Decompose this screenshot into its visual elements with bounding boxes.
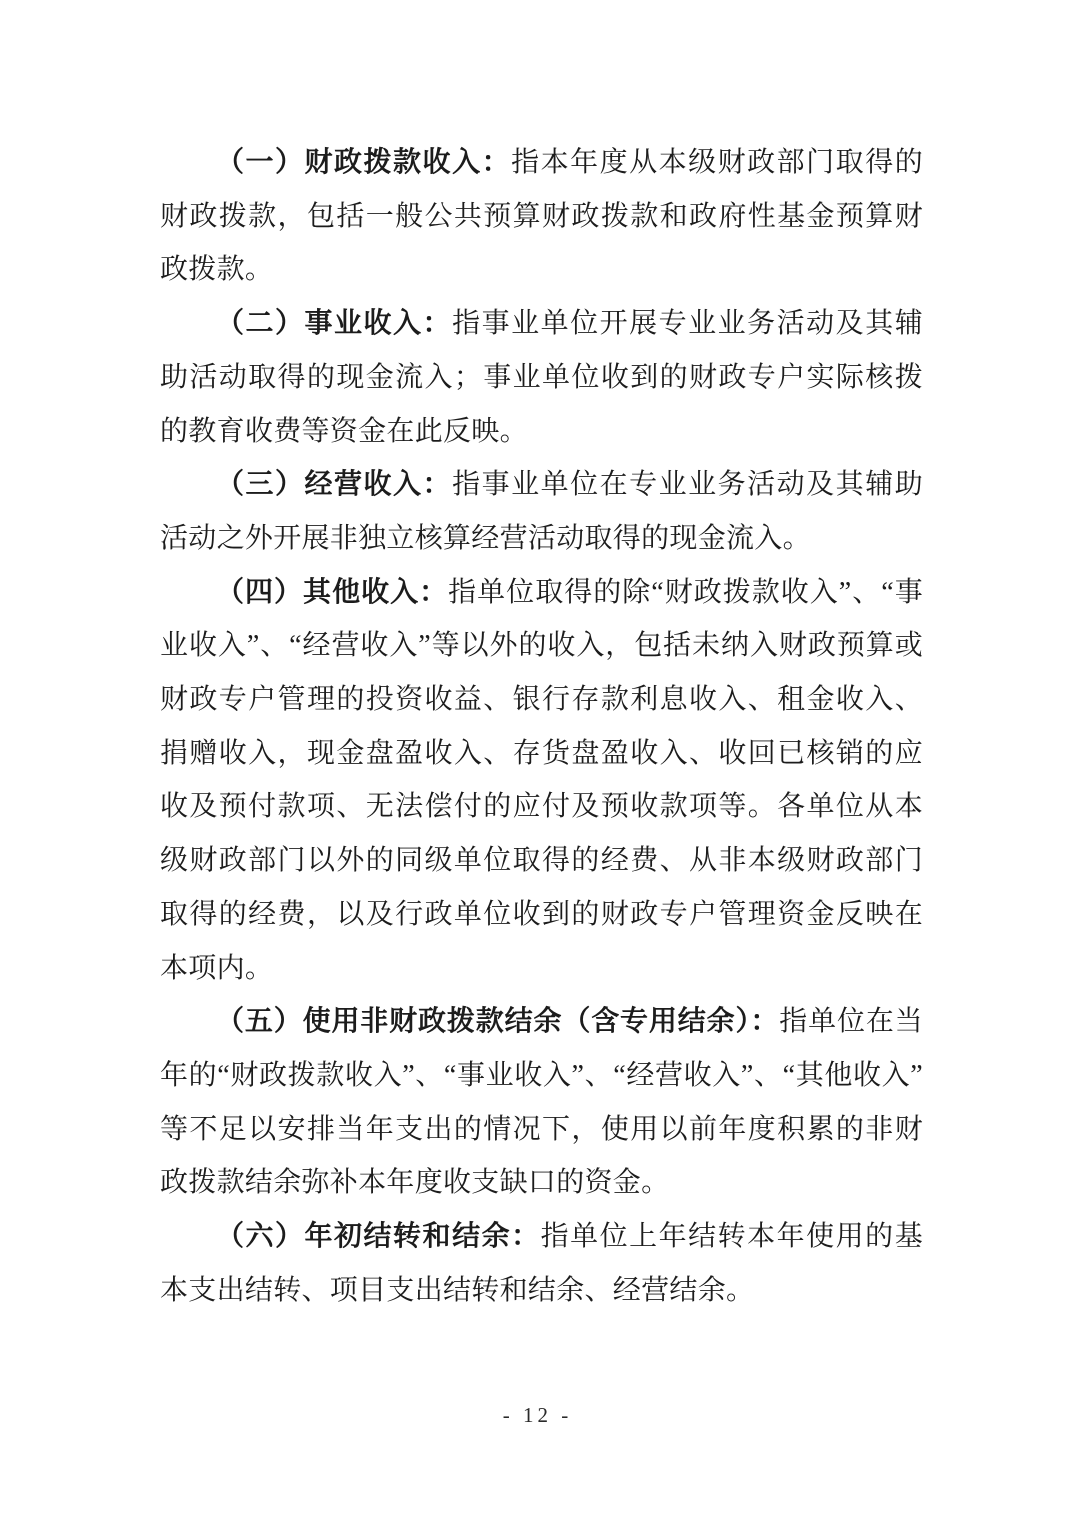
definition-text-1: 指本年度从本级财政部门取得的财政拨款，包括一般公共预算财政拨款和政府性基金预算财政拨款。 — [160, 147, 923, 286]
definition-term-2: （二）事业收入： — [216, 308, 453, 340]
definition-paragraph-4 — [160, 566, 923, 996]
definition-term-1: （一）财政拨款收入： — [216, 147, 512, 178]
definition-paragraph-2 — [160, 297, 923, 458]
definition-text-4: 指单位取得的除“财政拨款收入”、“事业收入”、“经营收入”等以外的收入，包括未纳入财政预算或财政专户管理的投资收益、银行存款利息收入、租金收入、捐赠收入，现金盘盈收入、存货盘盈收入、收回已核销的应收及预付款项、无法偿付的应付及预收款项等。各单位从本级财政部门以外的同级单位取得的经费、从非本级财政部门取得的经费，以及行政单位收到的财政专户管理资金反映在本项内。 — [160, 576, 924, 984]
definition-paragraph-6 — [160, 1210, 923, 1317]
definition-paragraph-1 — [160, 136, 923, 297]
definition-text-6: 指单位上年结转本年使用的基本支出结转、项目支出结转和结余、经营结余。 — [160, 1221, 923, 1306]
definition-text-2: 指事业单位开展专业业务活动及其辅助活动取得的现金流入；事业单位收到的财政专户实际核拨的教育收费等资金在此反映。 — [160, 308, 923, 447]
page-number: - 12 - — [502, 1403, 573, 1427]
definition-term-4: （四）其他收入： — [216, 576, 449, 608]
definition-paragraph-3 — [160, 458, 923, 565]
definition-text-3: 指事业单位在专业业务活动及其辅助活动之外开展非独立核算经营活动取得的现金流入。 — [160, 469, 923, 554]
definition-term-5: （五）使用非财政拨款结余（含专用结余）： — [216, 1006, 780, 1038]
definition-term-6: （六）年初结转和结余： — [216, 1221, 541, 1253]
document-body — [160, 136, 923, 1317]
definition-text-5: 指单位在当年的“财政拨款收入”、“事业收入”、“经营收入”、“其他收入”等不足以安排当年支出的情况下，使用以前年度积累的非财政拨款结余弥补本年度收支缺口的资金。 — [160, 1006, 923, 1199]
definition-term-3: （三）经营收入： — [216, 469, 453, 501]
definition-paragraph-5 — [160, 995, 923, 1210]
